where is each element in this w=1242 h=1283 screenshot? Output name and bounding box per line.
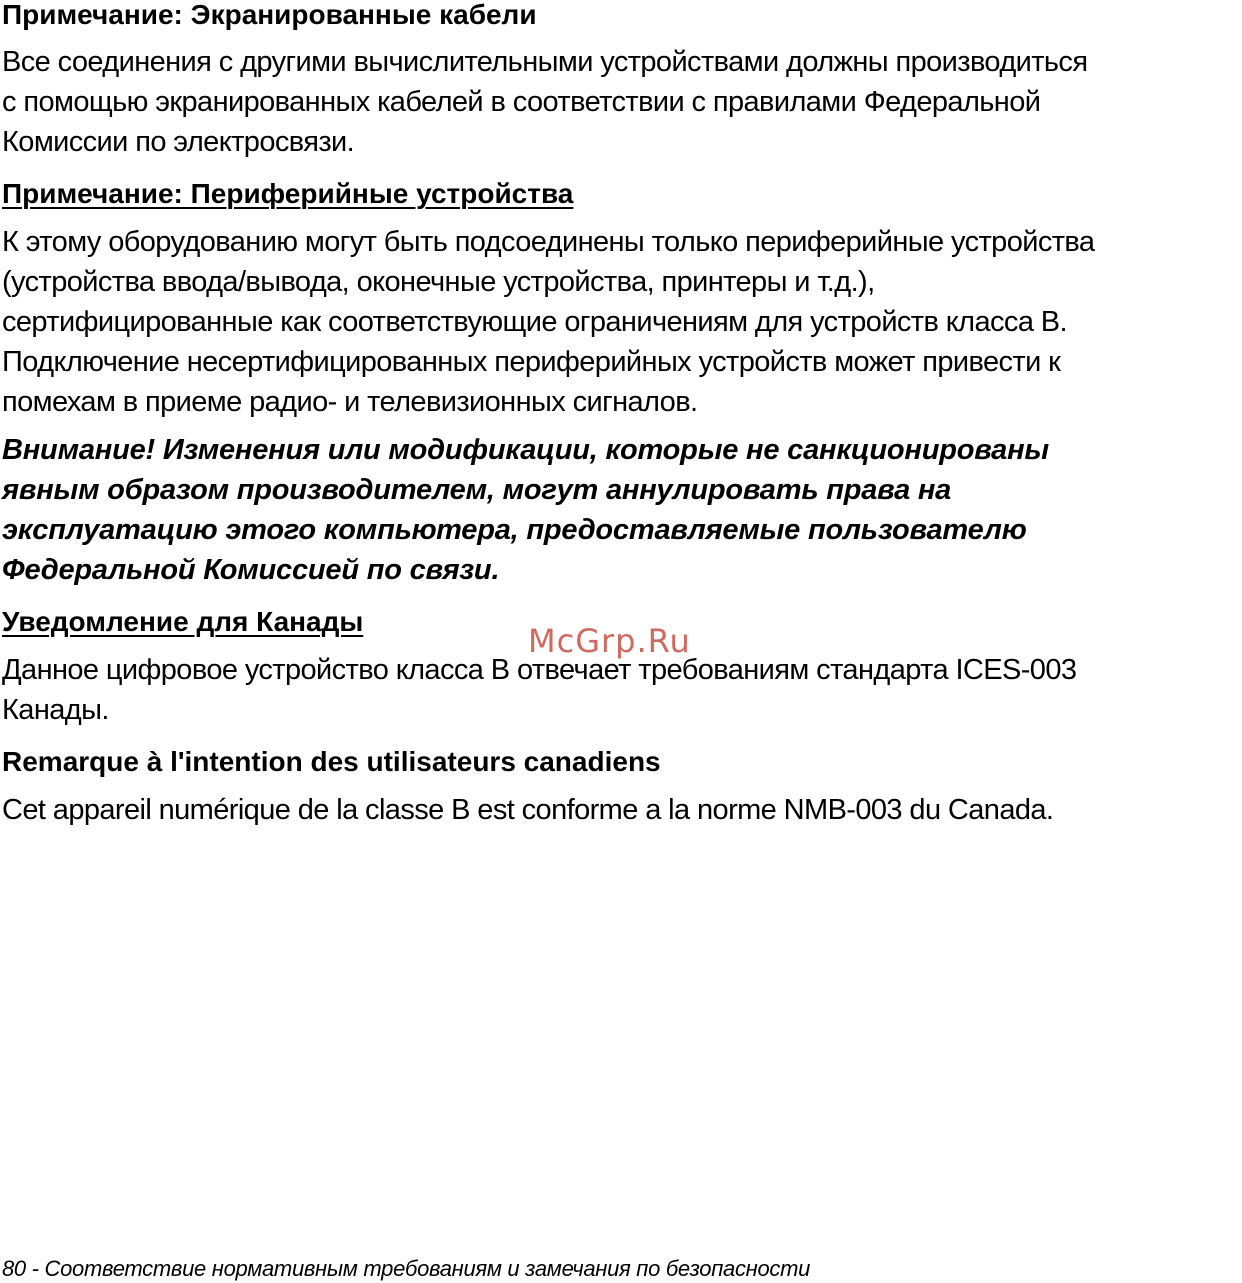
text-line: с помощью экранированных кабелей в соответствии с правилами Федеральной <box>2 86 1041 118</box>
watermark: McGrp.Ru <box>528 622 691 660</box>
text-line: (устройства ввода/вывода, оконечные устройства, принтеры и т.д.), <box>2 266 875 298</box>
text-line: эксплуатацию этого компьютера, предоставляемые пользователю <box>2 514 1027 546</box>
text-line: Все соединения с другими вычислительными устройствами должны производиться <box>2 46 1088 78</box>
heading-peripherals: Примечание: Периферийные устройства <box>2 178 574 209</box>
text-line: Данное цифровое устройство класса B отвечает требованиям стандарта ICES-003 <box>2 654 1077 686</box>
text-line: Внимание! Изменения или модификации, которые не санкционированы <box>2 434 1049 466</box>
heading-shielded-cables: Примечание: Экранированные кабели <box>2 0 537 30</box>
heading-canada-notice: Уведомление для Канады <box>2 606 364 637</box>
text-line: сертифицированные как соответствующие ограничениям для устройств класса B. <box>2 306 1068 338</box>
text-line: К этому оборудованию могут быть подсоединены только периферийные устройства <box>2 226 1095 258</box>
paragraph-canada-fr <box>2 790 1053 830</box>
text-line: явным образом производителем, могут аннулировать права на <box>2 474 952 506</box>
paragraph-shielded-cables <box>2 42 1087 162</box>
text-line: Комиссии по электросвязи. <box>2 126 355 158</box>
text-line: Канады. <box>2 694 109 726</box>
paragraph-peripherals <box>2 222 1094 422</box>
text-line: Подключение несертифицированных периферийных устройств может привести к <box>2 346 1061 378</box>
page-footer: 80 - Соответствие нормативным требованиям и замечания по безопасности <box>2 1256 811 1281</box>
text-line: помехам в приеме радио- и телевизионных сигналов. <box>2 386 698 418</box>
warning-paragraph <box>2 430 1049 590</box>
text-line: Федеральной Комиссией по связи. <box>2 554 500 586</box>
heading-canada-fr: Remarque à l'intention des utilisateurs canadiens <box>2 746 661 777</box>
paragraph-canada-notice <box>2 650 1076 730</box>
text-line: Cet appareil numérique de la classe B est conforme a la norme NMB-003 du Canada. <box>2 794 1054 826</box>
